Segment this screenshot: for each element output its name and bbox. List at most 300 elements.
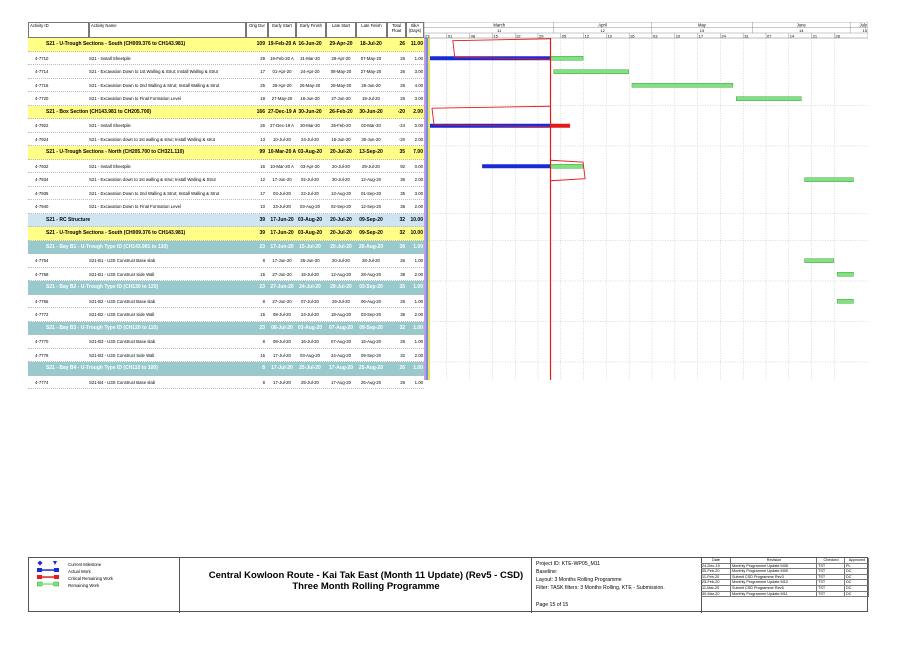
- cell-dur: 23: [259, 324, 265, 331]
- cell-es: 17-Jun-20: [272, 258, 292, 263]
- cell-name: S21 - Excavation Down to 1st Walling & Strut; Install Walling & Strut: [89, 69, 218, 74]
- cell-ls: 26-Feb-20: [329, 108, 353, 115]
- remaining-work-bar: [551, 164, 584, 168]
- cell-lf: 02-Mar-20: [361, 123, 381, 128]
- cell-ls: 29-Apr-20: [329, 41, 353, 47]
- cell-lf: 25-Aug-20: [358, 365, 384, 371]
- side-strip: [424, 38, 426, 380]
- cell-sl: 1.00: [413, 365, 423, 371]
- cell-sl: 1.00: [413, 284, 423, 290]
- wbs-row[interactable]: [28, 214, 424, 228]
- cell-tf: 26: [400, 258, 405, 263]
- legend-remaining: [37, 581, 99, 587]
- day-label: 08: [470, 33, 476, 39]
- revision-cell: Monthly Programme Update M11: [731, 592, 817, 598]
- cell-ef: 02-Jul-20: [301, 177, 319, 182]
- day-label: 26: [630, 33, 635, 39]
- gantt-chart: [424, 22, 868, 380]
- cell-id: 4-7922: [35, 123, 49, 128]
- month-label: May: [697, 22, 706, 28]
- cell-lf: 03-Sep-20: [359, 284, 383, 290]
- cell-ef: 03-Apr-20: [300, 163, 320, 169]
- revision-cell: 05-Feb-20: [701, 569, 731, 575]
- cell-ls: 20-Jul-20: [332, 258, 350, 263]
- legend-actual-label: Actual Work: [68, 569, 91, 574]
- day-label: 14: [789, 33, 795, 39]
- cell-lf: 07-May-20: [360, 55, 382, 61]
- cell-dur: 18: [260, 96, 265, 101]
- day-label: 24: [721, 33, 726, 39]
- cell-ef: 24-Apr-20: [300, 69, 320, 74]
- cell-id: 4-7934: [35, 177, 49, 182]
- cell-dur: 23: [259, 243, 265, 250]
- cell-ls: 20-Jul-20: [330, 216, 352, 223]
- activity-row[interactable]: [28, 254, 424, 268]
- legend-milestone: [37, 560, 101, 566]
- cell-tf: 26: [400, 55, 405, 61]
- cell-lf: 27-May-20: [360, 69, 382, 74]
- cell-ef: 03-Aug-20: [297, 149, 323, 155]
- cell-ls: 26-Feb-20: [331, 123, 351, 128]
- cell-id: 4-7940: [35, 204, 49, 209]
- cell-dur: 8: [262, 339, 265, 344]
- cell-name: S21 - Box Section (CH143.981 to CH205.700): [46, 108, 152, 115]
- cell-dur: 15: [260, 312, 265, 317]
- cell-ls: 29-Apr-20: [331, 55, 351, 61]
- cell-ls: 20-Jul-20: [330, 230, 352, 236]
- cell-dur: 8: [262, 298, 265, 304]
- activity-row[interactable]: [28, 92, 424, 106]
- activity-row[interactable]: [28, 173, 424, 187]
- cell-name: S21 - RC Structure: [46, 216, 91, 223]
- cell-dur: 13: [260, 136, 265, 142]
- activity-row[interactable]: [28, 119, 424, 133]
- col-header-total-float[interactable]: Total Float: [387, 22, 406, 38]
- cell-es: 17-Jul-20: [271, 365, 293, 371]
- cell-lf: 09-Sep-20: [359, 324, 383, 331]
- remaining-work-bar: [837, 272, 853, 276]
- cell-es: 08-Jul-20: [271, 324, 293, 331]
- cell-es: 27-May-20: [271, 96, 293, 101]
- cell-dur: 8: [262, 379, 265, 385]
- cell-ls: 17-Aug-20: [328, 365, 354, 371]
- cell-es: 17-Jul-20: [273, 352, 291, 358]
- side-strip: [428, 38, 430, 380]
- activity-row[interactable]: [28, 52, 424, 66]
- activity-row[interactable]: [28, 65, 424, 79]
- cell-es: 01-Apr-20: [272, 69, 292, 74]
- col-header-early-start[interactable]: Early Start: [268, 22, 296, 38]
- cell-es: 17-Jul-20: [273, 379, 291, 385]
- week-number-label: 13: [699, 28, 705, 33]
- cell-tf: 38: [400, 271, 405, 277]
- col-header-late-finish[interactable]: Late Finish: [356, 22, 387, 38]
- cell-ef: 24-Jul-20: [299, 284, 321, 290]
- col-header-slack[interactable]: SlkA (Days): [406, 22, 424, 38]
- cell-id: 4-7932: [35, 163, 49, 169]
- week-number-label: 12: [600, 28, 605, 33]
- day-label: 22: [516, 33, 521, 39]
- gantt-svg: [424, 22, 868, 380]
- cell-lf: 09-Sep-20: [359, 216, 383, 223]
- cell-name: S21 - Install Sheetpile: [89, 163, 131, 169]
- cell-name: S21 - U-Trough Sections - South (CH009.376 to CH143.981): [46, 230, 186, 236]
- cell-ls: 17-Aug-20: [330, 379, 352, 385]
- cell-es: 10-Jul-20: [273, 136, 291, 142]
- cell-name: S21 - Excavation down to 1st walling & strut; Install Walling & strut: [89, 136, 215, 142]
- cell-tf: 26: [399, 365, 405, 371]
- revision-cell: DC: [845, 586, 869, 592]
- cell-ls: 18-Aug-20: [330, 312, 352, 317]
- revision-cell: TST: [817, 575, 845, 581]
- cell-name: S21-B2 - U3S Construct Base slab: [89, 298, 156, 304]
- cell-sl: 2.00: [414, 177, 423, 182]
- cell-id: 4-7766: [35, 298, 49, 304]
- day-label: 28: [835, 33, 840, 39]
- week-number-label: 11: [497, 28, 502, 33]
- cell-id: 4-7764: [35, 258, 49, 263]
- cell-tf: 32: [400, 352, 405, 358]
- cell-id: 4-7924: [35, 136, 49, 142]
- revision-cell: 24-Dec-19: [701, 564, 731, 570]
- cell-tf: 35: [399, 284, 405, 290]
- cell-id: 4-7710: [35, 55, 49, 61]
- day-label: 03: [653, 33, 658, 39]
- cell-dur: 15: [260, 352, 265, 358]
- cell-name: S21-B1 - U3S Construct Base slab: [89, 258, 156, 263]
- col-header-orig-dur[interactable]: Orig Dur: [246, 22, 268, 38]
- revision-cell: 30-Mar-20: [701, 592, 731, 598]
- month-label: April: [598, 22, 607, 28]
- revision-cell: Submit CSD Programme Rev5: [731, 586, 817, 592]
- cell-tf: 26: [400, 298, 405, 304]
- activity-row[interactable]: [28, 349, 424, 363]
- revision-cell: DC: [845, 592, 869, 598]
- wbs-row[interactable]: [28, 106, 424, 120]
- cell-ef: 16-Jun-20: [298, 41, 322, 47]
- cell-name: S21 - Install Sheetpile: [89, 55, 131, 61]
- day-label: 31: [744, 33, 749, 39]
- revision-cell: 11-Feb-20: [701, 575, 731, 581]
- revision-cell: Monthly Programme Update M08: [731, 564, 817, 570]
- cell-sl: 1.00: [414, 298, 423, 304]
- cell-tf: 26: [400, 379, 405, 385]
- cell-lf: 12-Sep-20: [360, 204, 382, 209]
- activity-row[interactable]: [28, 308, 424, 322]
- revision-cell: PL: [845, 564, 869, 570]
- cell-id: 4-7774: [35, 379, 49, 385]
- baseline: Baseline:: [536, 569, 558, 575]
- cell-ef: 15-Jul-20: [299, 243, 321, 250]
- revision-header: Approved: [845, 558, 869, 564]
- cell-es: 17-Jun-20: [270, 216, 294, 223]
- cell-sl: 2.00: [413, 108, 423, 115]
- cell-ls: 27-Jun-20: [331, 96, 351, 101]
- day-label: 01: [447, 33, 453, 39]
- activity-row[interactable]: [28, 79, 424, 93]
- activity-row[interactable]: [28, 133, 424, 147]
- day-label: 12: [584, 33, 590, 39]
- col-header-early-finish[interactable]: Early Finish: [296, 22, 326, 38]
- page-number: Page 15 of 15: [536, 602, 569, 608]
- legend-critical: [37, 574, 113, 580]
- cell-ef: 03-Aug-20: [299, 352, 321, 358]
- cell-tf: 38: [399, 243, 405, 250]
- cell-lf: 09-Sep-20: [359, 230, 383, 236]
- cell-dur: 12: [260, 177, 265, 182]
- cell-ls: 29-Jul-20: [330, 284, 352, 290]
- cell-es: 17-Jun-20: [270, 243, 294, 250]
- cell-ls: 13-Aug-20: [330, 190, 352, 196]
- col-header-activity-name[interactable]: Activity Name: [89, 22, 246, 38]
- day-label: 23: [425, 33, 430, 39]
- cell-ef: 31-Mar-20: [300, 55, 320, 61]
- cell-lf: 13-Sep-20: [359, 149, 383, 155]
- cell-ls: 07-Aug-20: [328, 324, 354, 331]
- cell-sl: 2.00: [414, 312, 423, 317]
- cell-lf: 29-Jul-20: [362, 163, 380, 169]
- cell-sl: 1.00: [413, 324, 423, 331]
- wbs-row[interactable]: [28, 281, 424, 295]
- cell-dur: 17: [260, 69, 265, 74]
- cell-tf: 35: [400, 177, 405, 182]
- schedule-sheet: [28, 22, 868, 612]
- day-label: 21: [812, 33, 818, 39]
- cell-name: S21-B4 - U3S Construct Base slab: [89, 379, 156, 385]
- cell-dur: 15: [260, 271, 265, 277]
- cell-ls: 08-May-20: [330, 69, 352, 74]
- cell-sl: 4.00: [414, 82, 423, 88]
- day-label: 05: [561, 33, 567, 39]
- remaining-work-bar: [551, 56, 584, 60]
- cell-es: 10-Mar-20 A: [270, 163, 294, 169]
- cell-dur: 23: [259, 284, 265, 290]
- cell-lf: 09-Sep-20: [360, 352, 382, 358]
- day-label: 19: [607, 33, 612, 39]
- progress-spike: [453, 39, 551, 60]
- cell-lf: 28-Aug-20: [358, 243, 384, 250]
- cell-dur: 26: [260, 123, 265, 128]
- cell-ef: 16-Jun-20: [300, 96, 320, 101]
- revision-cell: 25-Feb-20: [701, 580, 731, 586]
- cell-es: 17-Jun-20: [272, 177, 292, 182]
- activity-row[interactable]: [28, 160, 424, 174]
- activity-row[interactable]: [28, 295, 424, 309]
- remaining-work-bar: [805, 259, 834, 263]
- footer-panel: [28, 557, 868, 612]
- revision-cell: TST: [817, 592, 845, 598]
- progress-spike: [551, 160, 586, 181]
- cell-ls: 20-Jul-20: [332, 163, 350, 169]
- cell-name: S21 - Excavation Down to Final Formation Level: [89, 96, 181, 101]
- cell-dur: 39: [259, 216, 265, 223]
- cell-tf: 32: [399, 230, 405, 236]
- cell-id: 4-7936: [35, 190, 49, 196]
- revision-header: Revision: [731, 558, 817, 564]
- cell-sl: 3.00: [414, 96, 423, 101]
- cell-sl: 1.00: [413, 243, 423, 250]
- week-number-label: 14: [799, 28, 804, 33]
- revision-cell: TST: [817, 564, 845, 570]
- cell-id: 4-7772: [35, 312, 49, 317]
- cell-name: S21-B3 - U3S Construct Base slab: [89, 339, 156, 344]
- wbs-row[interactable]: [28, 38, 424, 52]
- remaining-work-bar: [837, 299, 853, 303]
- cell-sl: 10.00: [410, 230, 423, 236]
- legend-milestone-label: Current Milestone: [68, 562, 102, 567]
- cell-id: 4-7768: [35, 271, 49, 277]
- remaining-work-bar: [554, 70, 629, 74]
- cell-id: 4-7770: [35, 339, 49, 344]
- cell-es: 25-Apr-20: [272, 82, 292, 88]
- cell-dur: 17: [260, 190, 265, 196]
- cell-id: 4-7720: [35, 96, 49, 101]
- cell-dur: 99: [259, 149, 265, 155]
- cell-es: 27-Dec-19 A: [268, 108, 296, 115]
- cell-name: S21 - Bay B3 - U-Trough Type ID (CH120 to 110): [46, 324, 158, 331]
- wbs-row[interactable]: [28, 241, 424, 255]
- footer-divider: [179, 558, 180, 613]
- cell-lf: 12-Aug-20: [360, 177, 382, 182]
- cell-name: S21 - Install Sheetpile: [89, 123, 131, 128]
- cell-ls: 15-Jun-20: [331, 136, 351, 142]
- cell-ls: 12-Aug-20: [330, 271, 352, 277]
- cell-lf: 30-Jun-20: [359, 108, 383, 115]
- col-header-late-start[interactable]: Late Start: [326, 22, 356, 38]
- cell-dur: 10: [260, 204, 265, 209]
- cell-sl: 0.00: [414, 163, 423, 169]
- cell-ls: 30-Jul-20: [332, 177, 350, 182]
- revision-header: Checked: [817, 558, 845, 564]
- revision-cell: DC: [845, 580, 869, 586]
- legend-critical-label: Critical Remaining Work: [68, 576, 114, 581]
- cell-name: S21 - Excavation Down to 2nd Walling & Strut; Install Walling & Strut: [89, 190, 220, 196]
- month-label: March: [493, 22, 506, 28]
- side-strip: [426, 38, 428, 380]
- month-label: July: [859, 22, 867, 28]
- cell-tf: 35: [400, 204, 405, 209]
- cell-ef: 26-Jun-20: [300, 258, 320, 263]
- cell-es: 17-Jun-20: [270, 230, 294, 236]
- cell-name: S21 - Excavation Down to 2nd Walling & Strut; Install Walling & Strut: [89, 82, 220, 88]
- cell-ef: 22-Jul-20: [301, 190, 319, 196]
- remaining-bar-icon: [37, 581, 59, 589]
- cell-lf: 28-Aug-20: [360, 271, 382, 277]
- cell-ef: 03-Aug-20: [297, 216, 323, 223]
- cell-tf: 35: [400, 190, 405, 196]
- cell-es: 27-Jun-20: [270, 284, 294, 290]
- cell-dur: 166: [256, 108, 265, 115]
- cell-lf: 01-Sep-20: [360, 190, 382, 196]
- cell-ef: 03-Aug-20: [297, 230, 323, 236]
- cell-sl: 3.00: [414, 69, 423, 74]
- wbs-row[interactable]: [28, 362, 424, 376]
- cell-es: 19-Feb-20 A: [268, 41, 296, 47]
- wbs-row[interactable]: [28, 322, 424, 336]
- cell-name: S21-B2 - U3S Construct Side Wall: [89, 312, 155, 317]
- wbs-row[interactable]: [28, 227, 424, 241]
- cell-tf: 92: [400, 163, 405, 169]
- cell-name: S21 - U-Trough Sections - North (CH205.700 to CH321.110): [46, 149, 185, 155]
- cell-lf: 30-Jun-20: [361, 136, 381, 142]
- cell-sl: 1.00: [414, 339, 423, 344]
- cell-lf: 28-Jul-20: [362, 258, 380, 263]
- week-number-label: 15: [862, 28, 867, 33]
- cell-tf: -20: [397, 108, 405, 115]
- cell-id: 4-7778: [35, 352, 49, 358]
- cell-ef: 24-Jul-20: [301, 312, 319, 317]
- day-label: 15: [493, 33, 498, 39]
- cell-sl: 11.00: [410, 41, 423, 47]
- cell-ef: 30-Mar-20: [300, 123, 320, 128]
- cell-ls: 02-Sep-20: [330, 204, 352, 209]
- revision-cell: Monthly Programme Update M09: [731, 569, 817, 575]
- activity-row[interactable]: [28, 335, 424, 349]
- activity-row[interactable]: [28, 200, 424, 214]
- programme-title: Three Month Rolling Programme: [292, 581, 440, 592]
- filter: Filter: TASK filters: 3 Months Rolling, KTE - Submission.: [536, 585, 665, 591]
- revision-cell: Submit CSD Programme Rev3: [731, 575, 817, 581]
- cell-sl: 1.00: [414, 258, 423, 263]
- cell-ef: 15-Jul-20: [301, 271, 319, 277]
- cell-sl: 7.00: [413, 149, 423, 155]
- cell-lf: 18-Jul-20: [362, 96, 380, 101]
- cell-sl: 1.00: [414, 55, 423, 61]
- cell-name: S21 - U-Trough Sections - South (CH009.376 to CH143.981): [46, 41, 186, 47]
- cell-name: S21 - Bay B4 - U-Trough Type ID (CH110 to 100): [46, 365, 158, 371]
- cell-sl: 2.00: [414, 204, 423, 209]
- activity-row[interactable]: [28, 187, 424, 201]
- project-id: Project ID: KTE-WP05_M11: [536, 561, 601, 567]
- month-label: June: [796, 22, 806, 28]
- wbs-row[interactable]: [28, 146, 424, 160]
- col-header-activity-id[interactable]: Activity ID: [28, 22, 89, 38]
- cell-sl: 0.00: [414, 123, 423, 128]
- cell-lf: 03-Sep-20: [360, 312, 382, 317]
- activity-row[interactable]: [28, 376, 424, 390]
- project-title: Central Kowloon Route - Kai Tak East (Month 11 Update) (Rev5 - CSD): [208, 570, 524, 581]
- cell-tf: 35: [400, 312, 405, 317]
- cell-ls: 24-Aug-20: [330, 352, 352, 358]
- cell-ef: 26-May-20: [299, 82, 321, 88]
- day-label: 07: [767, 33, 772, 39]
- cell-ef: 03-Aug-20: [297, 324, 323, 331]
- cell-tf: -24: [398, 123, 405, 128]
- cell-sl: 2.00: [414, 352, 423, 358]
- cell-sl: 1.00: [414, 379, 423, 385]
- cell-dur: 16: [260, 163, 265, 169]
- cell-ls: 20-Jul-20: [330, 243, 352, 250]
- remaining-work-bar: [632, 83, 733, 87]
- revision-cell: TST: [817, 586, 845, 592]
- cell-ef: 25-Jul-20: [299, 365, 321, 371]
- cell-tf: 35: [399, 149, 405, 155]
- cell-tf: -20: [398, 136, 405, 142]
- legend-actual: [37, 567, 91, 573]
- cell-ef: 30-Jun-20: [298, 108, 322, 115]
- remaining-work-bar: [805, 178, 854, 182]
- cell-ef: 07-Jul-20: [301, 298, 319, 304]
- day-label: 17: [698, 33, 704, 39]
- cell-tf: 26: [400, 339, 405, 344]
- cell-name: S21 - Bay B1 - U-Trough Type ID (CH143.981 to 130): [46, 243, 168, 250]
- cell-dur: 39: [259, 230, 265, 236]
- activity-row[interactable]: [28, 268, 424, 282]
- cell-es: 27-Dec-19 A: [270, 123, 294, 128]
- cell-tf: 26: [400, 69, 405, 74]
- cell-ls: 07-Aug-20: [330, 339, 352, 344]
- cell-es: 23-Jul-20: [273, 204, 291, 209]
